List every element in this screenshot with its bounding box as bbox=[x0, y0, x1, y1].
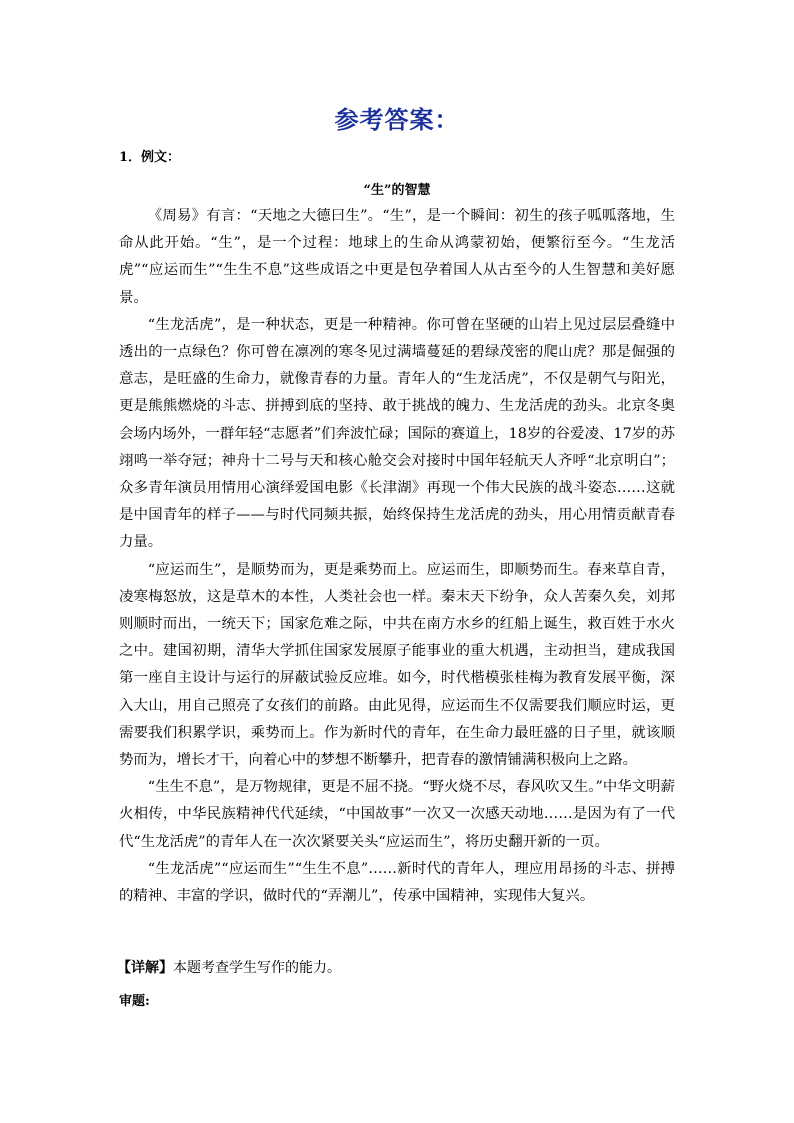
essay-paragraph: “生龙活虎”“应运而生”“生生不息”……新时代的青年人，理应用昂扬的斗志、拼搏的精神、丰富的学识，做时代的“弄潮儿”，传承中国精神，实现伟大复兴。 bbox=[119, 860, 675, 905]
essay-body bbox=[119, 203, 675, 910]
essay-paragraph: 《周易》有言：“天地之大德曰生”。“生”，是一个瞬间：初生的孩子呱呱落地，生命从此开始。“生”，是一个过程：地球上的生命从鸿蒙初始，便繁衍至今。“生龙活虎”“应运而生”“生生不息”这些成语之中更是包孕着国人从古至今的人生智慧和美好愿景。 bbox=[119, 208, 675, 306]
review-label: 审题: bbox=[119, 994, 150, 1009]
essay-paragraph: “应运而生”，是顺势而为，更是乘势而上。应运而生，即顺势而生。春来草自青，凌寒梅怒放，这是草木的本性，人类社会也一样。秦末天下纷争，众人苦秦久矣，刘邦则顺时而出，一统天下；国家危难之际，中共在南方水乡的红船上诞生，救百姓于水火之中。建国初期，清华大学抓住国家发展原子能事业的重大机遇，主动担当，建成我国第一座自主设计与运行的屏蔽试验反应堆。如今，时代楷模张桂梅为教育发展平衡，深入大山，用自己照亮了女孩们的前路。由此见得，应运而生不仅需要我们顺应时运，更需要我们积累学识，乘势而上。作为新时代的青年，在生命力最旺盛的日子里，就该顺势而为，增长才干，向着心中的梦想不断攀升，把青春的激情铺满积极向上之路。 bbox=[119, 561, 675, 769]
question-number: 1．例文： bbox=[119, 150, 181, 165]
essay-paragraph: “生龙活虎”，是一种状态，更是一种精神。你可曾在坚硬的山岩上见过层层叠缝中透出的一点绿色？你可曾在凛冽的寒冬见过满墙蔓延的碧绿茂密的爬山虎？那是倔强的意志，是旺盛的生命力，就像青春的力量。青年人的“生龙活虎”，不仅是朝气与阳光，更是熊熊燃烧的斗志、拼搏到底的坚持、敢于挑战的魄力、生龙活虎的劲头。北京冬奥会场内场外，一群年轻“志愿者”们奔波忙碌；国际的赛道上，18岁的谷爱凌、17岁的苏翊鸣一举夺冠；神舟十二号与天和核心舱交会对接时中国年轻航天人齐呼“北京明白”；众多青年演员用情用心演绎爱国电影《长津湖》再现一个伟大民族的战斗姿态……这就是中国青年的样子——与时代同频共振，始终保持生龙活虎的劲头，用心用情贡献青春力量。 bbox=[119, 316, 675, 551]
detail-tag: 【详解】 bbox=[117, 960, 173, 976]
essay-title: “生”的智慧 bbox=[363, 183, 431, 198]
detail-text: 本题考查学生写作的能力。 bbox=[173, 960, 341, 976]
essay-paragraph: “生生不息”，是万物规律，更是不屈不挠。“野火烧不尽，春风吹又生。”中华文明薪火相传，中华民族精神代代延续，“中国故事”一次又一次感天动地……是因为有了一代代“生龙活虎”的青年人在一次次紧要关头“应运而生”，将历史翻开新的一页。 bbox=[119, 779, 675, 850]
page-title: 参考答案： bbox=[334, 105, 460, 134]
detail-line bbox=[117, 957, 341, 977]
